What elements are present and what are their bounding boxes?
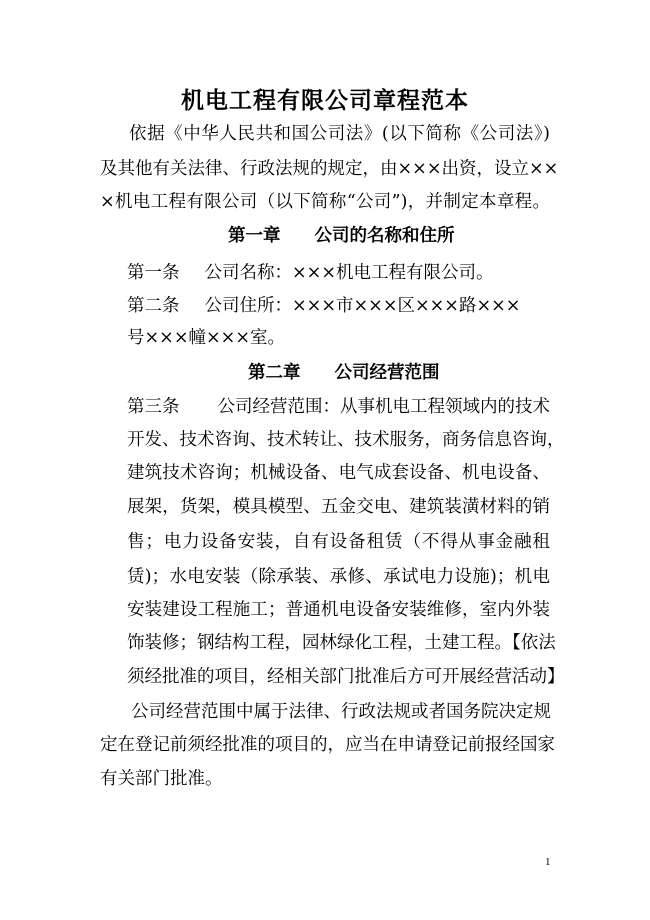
chapter-1-heading [228,222,455,247]
chapter-2-heading [248,359,440,384]
paragraph-line-2: 定在登记前须经批准的项目的，应当在申请登记前报经国家 [100,735,555,755]
article-3-line: 安装建设工程施工；普通机电设备安装维修，室内外装 [127,600,550,620]
page-number: 1 [545,856,551,868]
intro-line-1: 依据《中华人民共和国公司法》(以下简称《公司法》) [129,124,550,144]
paragraph-line-3: 有关部门批准。 [100,769,223,789]
article-2-text: 公司住所：×××市×××区×××路××× [204,296,521,316]
intro-line-3: ×机电工程有限公司（以下简称“公司”)，并制定本章程。 [100,192,550,212]
article-1-label: 第一条 [127,263,180,283]
chapter-1-title: 公司的名称和住所 [314,226,455,246]
article-3-line: 饰装修；钢结构工程，园林绿化工程，土建工程。【依法 [127,633,556,653]
document-title: 机电工程有限公司章程范本 [181,87,469,114]
article-3-label: 第三条 [127,397,180,417]
article-1 [127,259,494,284]
article-3-line: 建筑技术咨询；机械设备、电气成套设备、机电设备、 [127,463,550,483]
article-3-text: 公司经营范围：从事机电工程领域内的技术 [217,397,550,417]
article-2 [127,292,520,317]
article-3-line: 开发、技术咨询、技术转让、技术服务，商务信息咨询， [127,430,565,450]
chapter-2-number: 第二章 [248,363,301,383]
article-3-line: 赁)；水电安装（除承装、承修、承试电力设施)；机电 [127,567,550,587]
article-3-line: 展架，货架，模具模型、五金交电、建筑装潢材料的销 [127,497,550,517]
chapter-2-title: 公司经营范围 [334,363,440,383]
article-3-line: 须经批准的项目，经相关部门批准后方可开展经营活动】 [127,667,565,687]
paragraph-line-1: 公司经营范围中属于法律、行政法规或者国务院决定规 [131,702,551,722]
intro-line-2: 及其他有关法律、行政法规的规定，由×××出资，设立×× [100,159,559,179]
article-2-label: 第二条 [127,296,180,316]
article-3-first-line [127,393,550,418]
article-3-line: 售；电力设备安装，自有设备租赁（不得从事金融租 [127,532,550,552]
article-2-continuation: 号×××幢×××室。 [127,328,285,348]
chapter-1-number: 第一章 [228,226,281,246]
article-1-text: 公司名称：×××机电工程有限公司。 [204,263,494,283]
